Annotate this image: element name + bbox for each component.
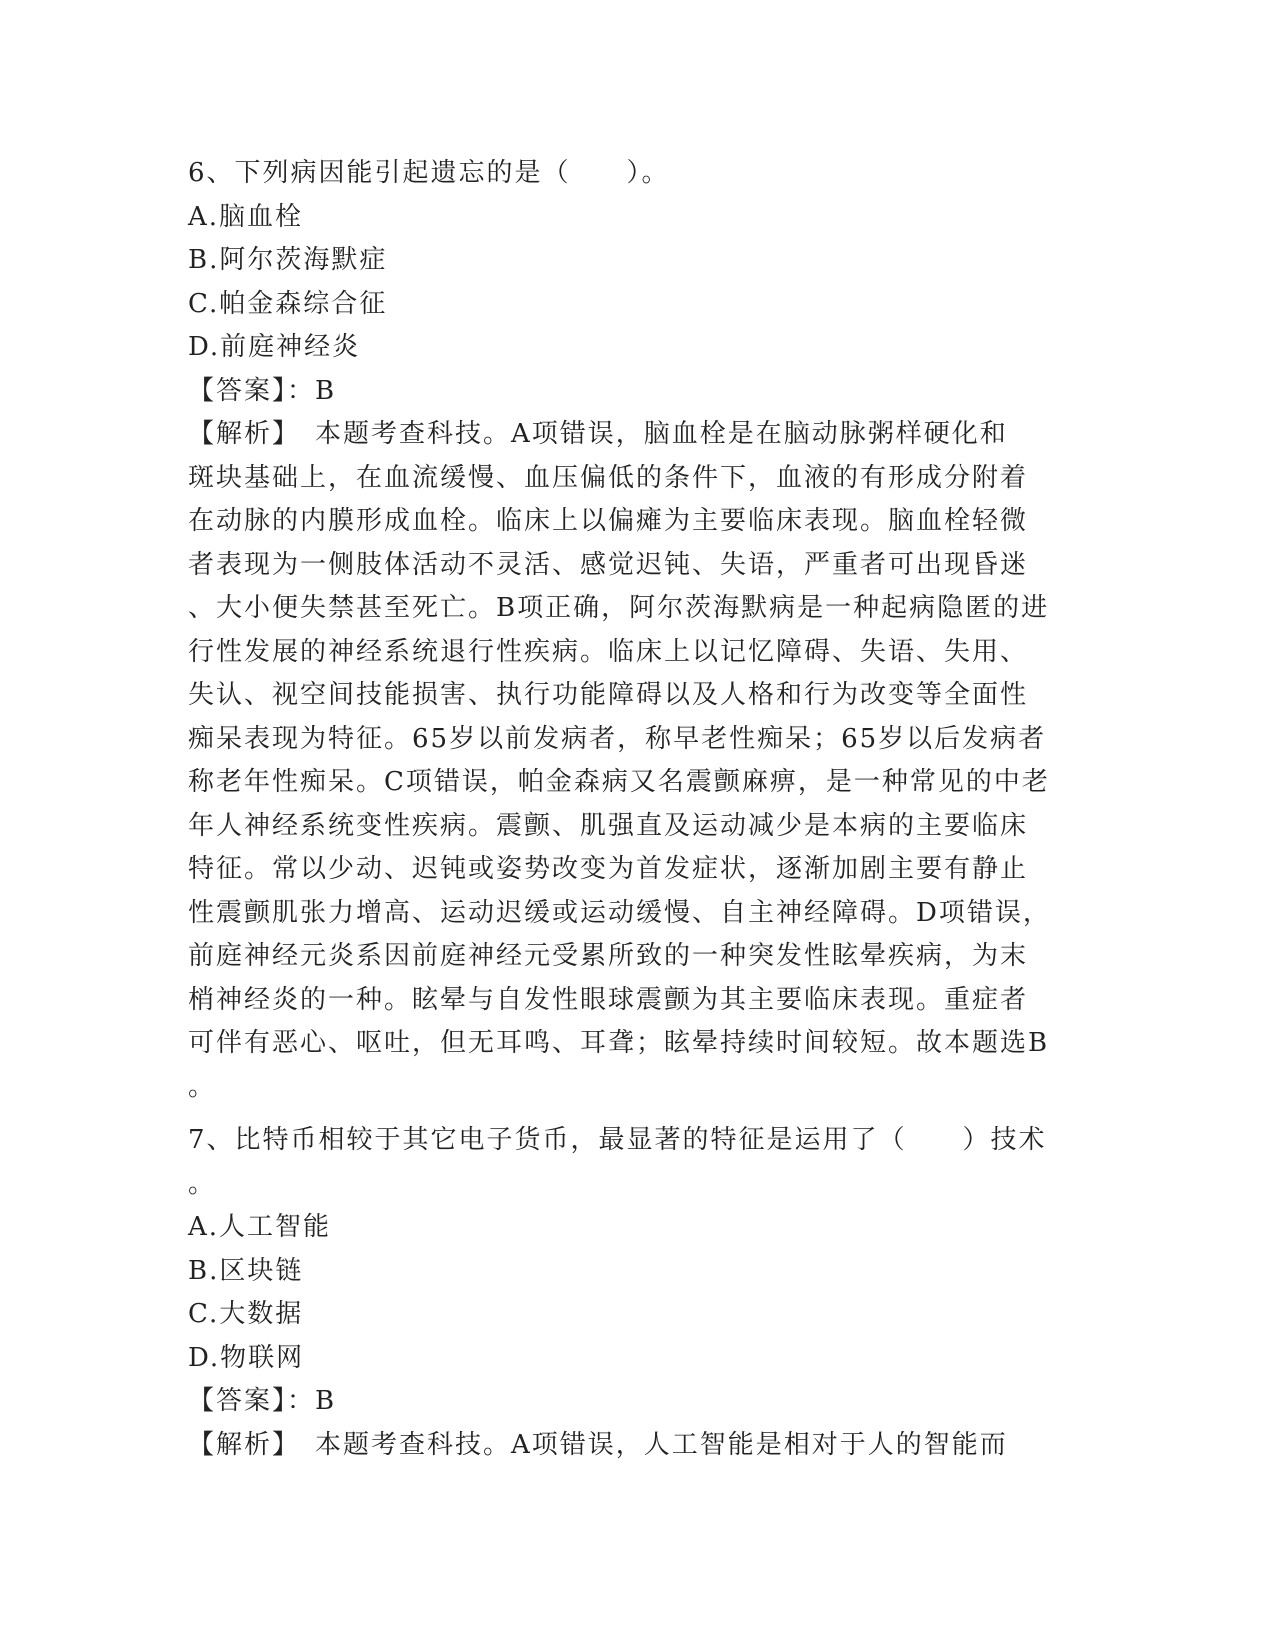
analysis-line: 、大小便失禁甚至死亡。B项正确，阿尔茨海默病是一种起病隐匿的进: [188, 593, 1050, 623]
analysis-line: 【解析】 本题考查科技。A项错误，脑血栓是在脑动脉粥样硬化和: [188, 419, 1008, 449]
analysis-line: 梢神经炎的一种。眩晕与自发性眼球震颤为其主要临床表现。重症者: [188, 984, 1029, 1015]
analysis-line: 。: [188, 1071, 217, 1102]
question-7-option-c: C.大数据: [188, 1299, 304, 1329]
analysis-line: 斑块基础上，在血流缓慢、血压偏低的条件下，血液的有形成分附着: [188, 462, 1029, 493]
analysis-line: 【解析】 本题考查科技。A项错误，人工智能是相对于人的智能而: [188, 1429, 1008, 1460]
question-7-analysis: [188, 1424, 1088, 1468]
analysis-line: 痴呆表现为特征。65岁以前发病者，称早老性痴呆；65岁以后发病者: [188, 723, 1047, 754]
document-page: [188, 152, 1088, 1467]
question-7-text: 7、比特币相较于其它电子货币，最显著的特征是运用了（ ）技术: [188, 1125, 1047, 1155]
analysis-line: 行性发展的神经系统退行性疾病。临床上以记忆障碍、失语、失用、: [188, 636, 1029, 667]
question-7-option-b: B.区块链: [188, 1255, 304, 1286]
analysis-line: 者表现为一侧肢体活动不灵活、感觉迟钝、失语，严重者可出现昏迷: [188, 549, 1029, 580]
question-6-analysis: [188, 413, 1088, 1109]
question-6-text: 6、下列病因能引起遗忘的是（ ）。: [188, 158, 670, 188]
question-6-option-d: D.前庭神经炎: [188, 332, 361, 362]
analysis-line: 称老年性痴呆。C项错误，帕金森病又名震颤麻痹，是一种常见的中老: [188, 767, 1050, 797]
question-6-option-b: B.阿尔茨海默症: [188, 245, 388, 275]
question-7-text-continued: 。: [188, 1168, 217, 1199]
analysis-line: 可伴有恶心、呕吐，但无耳鸣、耳聋；眩晕持续时间较短。故本题选B: [188, 1028, 1050, 1058]
question-7-option-a: A.人工智能: [188, 1212, 332, 1242]
spacer: [188, 1109, 1088, 1119]
question-6-option-c: C.帕金森综合征: [188, 288, 388, 319]
analysis-line: 前庭神经元炎系因前庭神经元受累所致的一种突发性眩晕疾病，为末: [188, 941, 1029, 971]
question-7-answer: 【答案】：B: [188, 1386, 337, 1416]
analysis-line: 在动脉的内膜形成血栓。临床上以偏瘫为主要临床表现。脑血栓轻微: [188, 506, 1029, 536]
analysis-line: 特征。常以少动、迟钝或姿势改变为首发症状，逐渐加剧主要有静止: [188, 854, 1029, 884]
question-6-option-a: A.脑血栓: [188, 201, 304, 232]
analysis-line: 年人神经系统变性疾病。震颤、肌强直及运动减少是本病的主要临床: [188, 810, 1029, 841]
analysis-line: 性震颤肌张力增高、运动迟缓或运动缓慢、自主神经障碍。D项错误，: [188, 897, 1051, 928]
question-7-option-d: D.物联网: [188, 1342, 305, 1373]
analysis-line: 失认、视空间技能损害、执行功能障碍以及人格和行为改变等全面性: [188, 680, 1029, 710]
question-6-answer: 【答案】：B: [188, 375, 337, 406]
